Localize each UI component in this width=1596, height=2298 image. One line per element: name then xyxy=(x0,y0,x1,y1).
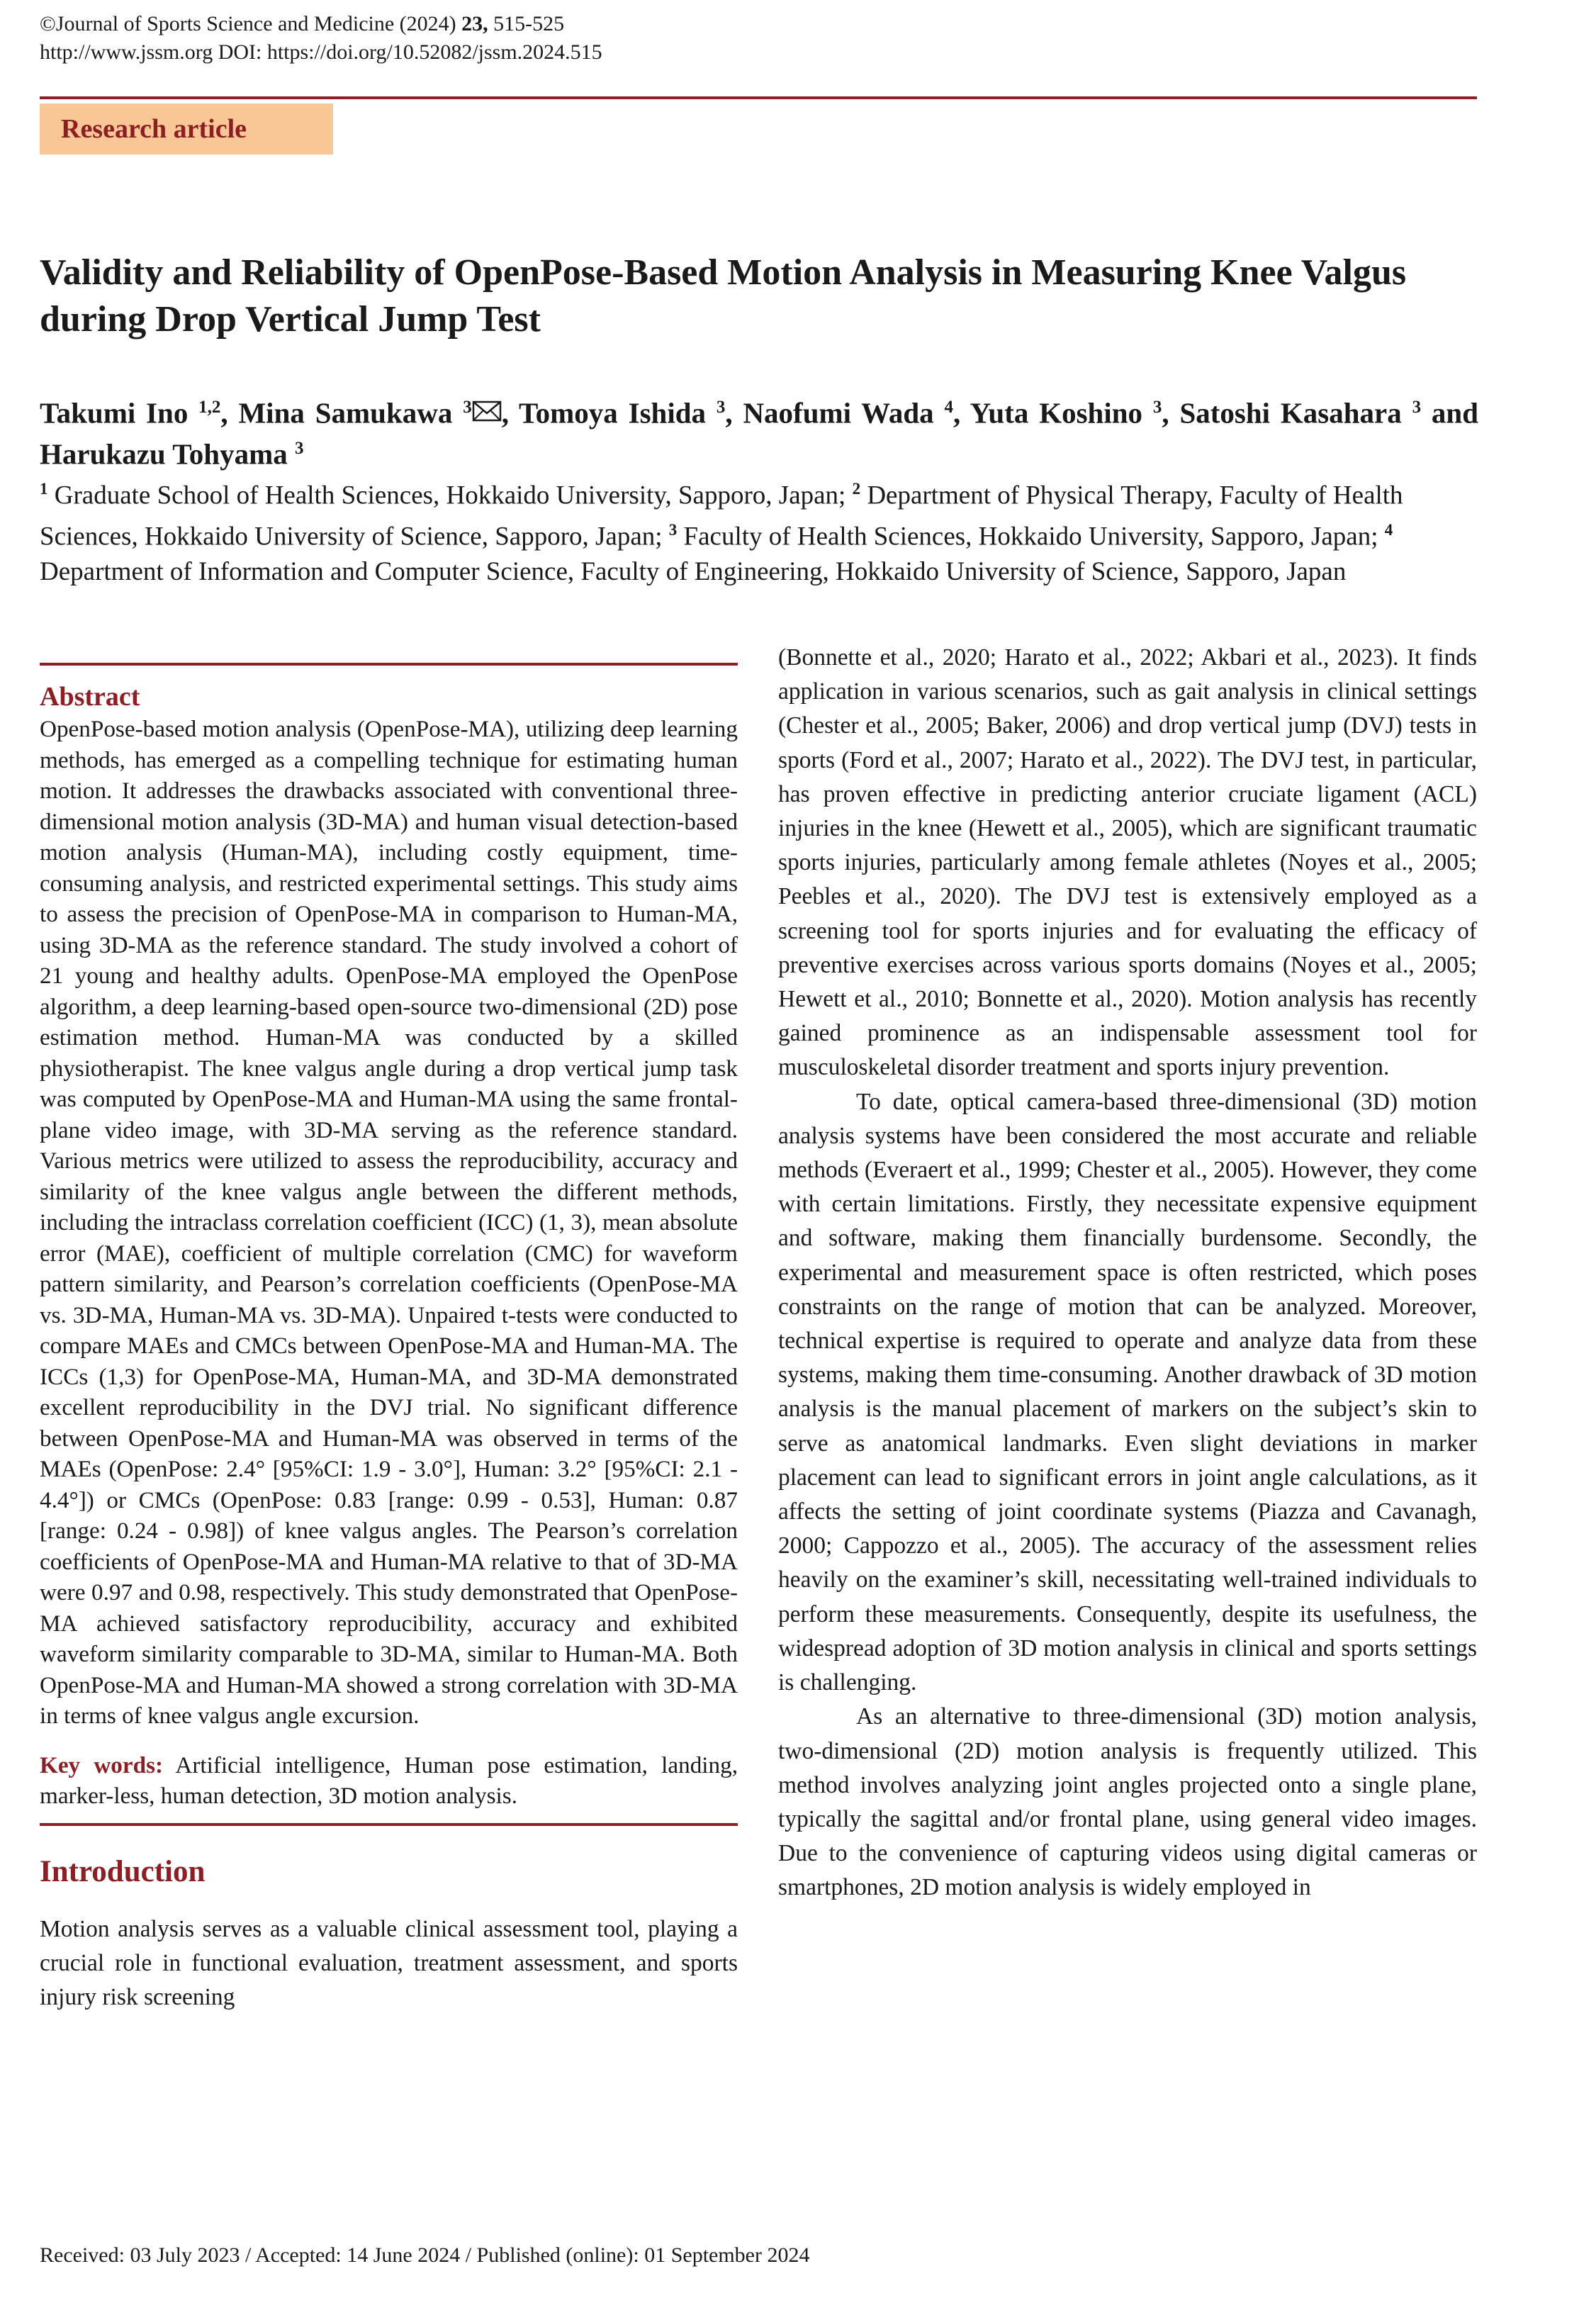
header-rule xyxy=(40,96,1477,99)
author-list: Takumi Ino $^{1,2}$, Mina Samukawa $^3$ , Tomoya Ishida $^3$, Naofumi Wada $^4$, Yuta Koshino $^3$, Satoshi Kasahara $^3$ and Harukazu Tohyama $^3$ xyxy=(40,396,1479,471)
keywords xyxy=(40,1750,738,1812)
author-affiliation-mark: 3 xyxy=(716,398,726,417)
journal-volume: 23, xyxy=(461,12,488,35)
affiliation-text: Department of Physical Therapy, Faculty of Health Sciences, Hokkaido University of Science, Sapporo, Japan; xyxy=(40,481,1403,551)
keywords-label: Key words: xyxy=(40,1751,164,1778)
article-type-badge: Research article xyxy=(40,103,333,155)
author-affiliation-mark: 1,2 xyxy=(198,398,221,417)
introduction-paragraph: To date, optical camera-based three-dimensional (3D) motion analysis systems have been considered the most accurate and reliable methods (Everaert et al., 1999; Chester et al., 2005). However, they come with certain limitations. Firstly, they necessitate expensive equipment and software, making them financially burdensome. Secondly, the experimental and measurement space is often restricted, which poses constraints on the range of motion that can be analyzed. Moreover, technical expertise is required to operate and analyze data from these systems, making them time-consuming. Another drawback of 3D motion analysis is the manual placement of markers on the subject’s skin to serve as anatomical landmarks. Even slight deviations in marker placement can lead to significant errors in joint angle calculations, as it affects the setting of joint coordinate systems (Piazza and Cavanagh, 2000; Cappozzo et al., 2005). The accuracy of the assessment relies heavily on the examiner’s skill, necessitating well-trained individuals to perform these measurements. Consequently, despite its usefulness, the widespread adoption of 3D motion analysis in clinical and sports settings is challenging. xyxy=(778,1088,1477,1696)
author-name: Takumi Ino xyxy=(40,396,189,430)
author-name: Naofumi Wada xyxy=(743,396,934,430)
received-dates: Received: 03 July 2023 / Accepted: 14 June 2024 / Published (online): 01 September 2024 xyxy=(40,2243,810,2267)
affiliation-number: 2 xyxy=(852,480,861,498)
abstract-heading: Abstract xyxy=(40,682,140,712)
author-affiliation-mark: 3 xyxy=(295,438,304,458)
author-name: Tomoya Ishida xyxy=(519,396,707,430)
affiliation-text: Graduate School of Health Sciences, Hokkaido University, Sapporo, Japan; xyxy=(54,481,846,510)
keywords-text: Artificial intelligence, Human pose estimation, landing, marker-less, human detection, 3D motion analysis. xyxy=(40,1751,738,1809)
author-affiliation-mark: 3 xyxy=(463,398,472,417)
introduction-paragraph-continued: (Bonnette et al., 2020; Harato et al., 2022; Akbari et al., 2023). It finds application in various scenarios, such as gait analysis in clinical settings (Chester et al., 2005; Baker, 2006) and drop vertical jump (DVJ) tests in sports (Ford et al., 2007; Harato et al., 2022). The DVJ test, in particular, has proven effective in predicting anterior cruciate ligament (ACL) injuries in the knee (Hewett et al., 2005), which are significant traumatic sports injuries, particularly among female athletes (Noyes et al., 2005; Peebles et al., 2020). The DVJ test is extensively employed as a screening tool for sports injuries and for evaluating the efficacy of preventive exercises across various sports domains (Noyes et al., 2005; Hewett et al., 2010; Bonnette et al., 2020). Motion analysis has recently gained prominence as an indispensable assessment tool for musculoskeletal disorder treatment and sports injury prevention. xyxy=(778,644,1477,1081)
journal-citation: ©Journal of Sports Science and Medicine (2024) 23, 515-525 xyxy=(40,12,565,35)
affiliation-list xyxy=(40,471,1478,589)
envelope-icon[interactable] xyxy=(472,400,502,422)
journal-header xyxy=(40,10,602,67)
right-column xyxy=(778,641,1477,1905)
abstract-bottom-rule xyxy=(40,1823,738,1826)
affiliation-text: Department of Information and Computer Science, Faculty of Engineering, Hokkaido University of Science, Sapporo, Japan xyxy=(40,556,1347,586)
abstract-top-rule xyxy=(40,663,738,666)
article-title: Validity and Reliability of OpenPose-Based Motion Analysis in Measuring Knee Valgus during Drop Vertical Jump Test xyxy=(40,252,1407,340)
left-column xyxy=(40,663,738,2014)
introduction-heading: Introduction xyxy=(40,1854,206,1888)
introduction-paragraph: Motion analysis serves as a valuable clinical assessment tool, playing a crucial role in functional evaluation, treatment assessment, and sports injury risk screening xyxy=(40,1915,738,2010)
affiliation-text: Faculty of Health Sciences, Hokkaido University, Sapporo, Japan; xyxy=(683,522,1378,551)
author-affiliation-mark: 3 xyxy=(1412,398,1422,417)
author-name: Mina Samukawa xyxy=(238,396,453,430)
affiliation-number: 3 xyxy=(668,521,678,539)
author-affiliation-mark: 4 xyxy=(944,398,954,417)
introduction-paragraph: As an alternative to three-dimensional (3D) motion analysis, two-dimensional (2D) motion analysis is frequently utilized. This method involves analyzing joint angles projected onto a single plane, typically the sagittal and/or frontal plane, using general video images. Due to the convenience of capturing videos using digital cameras or smartphones, 2D motion analysis is widely employed in xyxy=(778,1703,1477,1901)
abstract-text: OpenPose-based motion analysis (OpenPose-MA), utilizing deep learning methods, has emerged as a compelling technique for estimating human motion. It addresses the drawbacks associated with conventional three-dimensional motion analysis (3D-MA) and human visual detection-based motion analysis (Human-MA), including costly equipment, time-consuming analysis, and restricted experimental settings. This study aims to assess the precision of OpenPose-MA in comparison to Human-MA, using 3D-MA as the reference standard. The study involved a cohort of 21 young and healthy adults. OpenPose-MA employed the OpenPose algorithm, a deep learning-based open-source two-dimensional (2D) pose estimation method. Human-MA was conducted by a skilled physiotherapist. The knee valgus angle during a drop vertical jump task was computed by OpenPose-MA and Human-MA using the same frontal-plane video image, with 3D-MA serving as the reference standard. Various metrics were utilized to assess the reproducibility, accuracy and similarity of the knee valgus angle between the different methods, including the intraclass correlation coefficient (ICC) (1, 3), mean absolute error (MAE), coefficient of multiple correlation (CMC) for waveform pattern similarity, and Pearson’s correlation coefficients (OpenPose-MA vs. 3D-MA, Human-MA vs. 3D-MA). Unpaired t-tests were conducted to compare MAEs and CMCs between OpenPose-MA and Human-MA. The ICCs (1,3) for OpenPose-MA, Human-MA, and 3D-MA demonstrated excellent reproducibility in the DVJ trial. No significant difference between OpenPose-MA and Human-MA was observed in terms of the MAEs (OpenPose: 2.4° [95%CI: 1.9 - 3.0°], Human: 3.2° [95%CI: 2.1 - 4.4°]) or CMCs (OpenPose: 0.83 [range: 0.99 - 0.53], Human: 0.87 [range: 0.24 - 0.98]) of knee valgus angles. The Pearson’s correlation coefficients of OpenPose-MA and Human-MA relative to that of 3D-MA were 0.97 and 0.98, respectively. This study demonstrated that OpenPose-MA achieved satisfactory reproducibility, accuracy and exhibited waveform similarity comparable to 3D-MA, similar to Human-MA. Both OpenPose-MA and Human-MA showed a strong correlation with 3D-MA in terms of knee valgus angle excursion. xyxy=(40,716,738,1729)
journal-doi: http://www.jssm.org DOI: https://doi.org/10.52082/jssm.2024.515 xyxy=(40,40,602,64)
author-name: Harukazu Tohyama xyxy=(40,437,288,471)
author-name: Satoshi Kasahara xyxy=(1179,396,1402,430)
affiliation-number: 1 xyxy=(40,480,48,498)
author-conjunction: and xyxy=(1431,396,1479,430)
author-name: Yuta Koshino xyxy=(970,396,1143,430)
author-affiliation-mark: 3 xyxy=(1152,398,1162,417)
affiliation-number: 4 xyxy=(1384,521,1393,539)
